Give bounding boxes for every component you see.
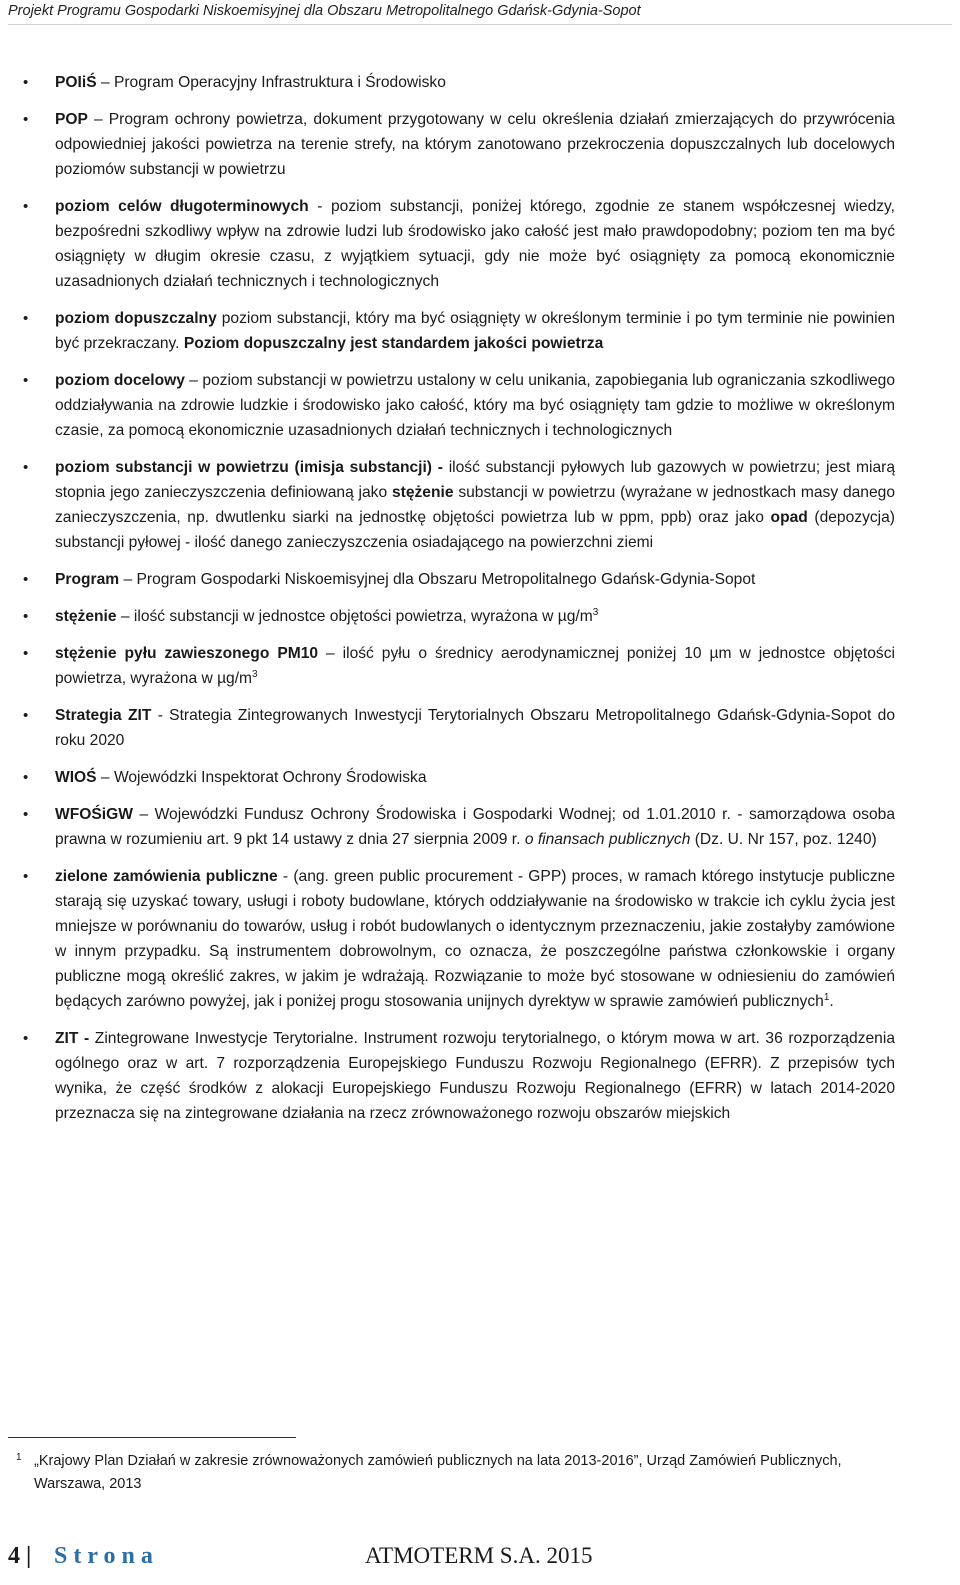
- definition-separator: –: [318, 645, 343, 662]
- definition-separator: –: [116, 608, 134, 625]
- bullet-icon: •: [23, 806, 29, 823]
- bullet-icon: •: [23, 198, 29, 215]
- definition-item-strategia-zit: [23, 703, 896, 753]
- definition-item-zit: [23, 1026, 895, 1126]
- bullet-icon: •: [23, 459, 29, 476]
- definition-text: poziom substancji, poniżej którego, zgodnie ze stanem współczesnej wiedzy, bezpośredni szkodliwy wpływ na zdrowie ludzi lub środowisko jako całość jest mało prawdopodobny; poziom ten ma być osiągnięty w długim okresie czasu, z wyjątkiem sytuacji, gdy nie może być osiągnięty za pomocą ekonomicznie uzasadnionych działań technicznych i technologicznych: [55, 198, 896, 290]
- definition-term: POP: [55, 111, 88, 128]
- definition-item-program: [23, 567, 895, 592]
- definition-bold-inline: stężenie: [391, 484, 454, 501]
- definition-term: zielone zamówienia publiczne: [55, 868, 278, 885]
- definition-term: WFOŚiGW: [55, 806, 133, 823]
- definition-separator: –: [96, 769, 114, 786]
- definition-separator: -: [308, 198, 331, 215]
- definition-text: Program ochrony powietrza, dokument przygotowany w celu określenia działań zmierzających do przywrócenia odpowiedniej jakości powietrza na terenie strefy, na którym zanotowano przekroczenia dopuszczalnych lub docelowych poziomów substancji w powietrzu: [55, 111, 895, 178]
- footnote-mark: 1: [16, 1452, 22, 1463]
- definition-text: substancji w powietrzu (wyrażane w jednostkach masy danego zanieczyszczenia, np. dwutlenku siarki na jednostkę objętości powietrza lub w ppm, ppb) oraz jako: [55, 484, 895, 526]
- definition-term: poziom substancji w powietrzu (imisja substancji) -: [55, 459, 443, 476]
- definition-separator: -: [277, 868, 294, 885]
- definition-tail: .: [829, 993, 834, 1010]
- definition-text: ilość substancji pyłowych lub gazowych w powietrzu; jest miarą stopnia jego zanieczyszczenia definiowaną jako: [55, 459, 896, 501]
- definition-item-poziom-substancji: [23, 455, 896, 555]
- page-footer: [8, 1540, 952, 1572]
- footnote-text: „Krajowy Plan Działań w zakresie zrównoważonych zamówień publicznych na lata 2013-2016”, Urząd Zamówień Publicznych, Warszawa, 2013: [34, 1453, 842, 1492]
- definition-separator: -: [151, 707, 170, 724]
- definition-term: poziom dopuszczalny: [55, 310, 217, 327]
- definition-term: ZIT -: [55, 1030, 90, 1047]
- definition-bold-tail: Poziom dopuszczalny jest standardem jakości powietrza: [183, 335, 604, 352]
- definition-separator: –: [132, 806, 155, 823]
- header-title: Projekt Programu Gospodarki Niskoemisyjnej dla Obszaru Metropolitalnego Gdańsk-Gdynia-Sopot: [8, 3, 641, 19]
- definition-text: Wojewódzki Inspektorat Ochrony Środowiska: [113, 769, 427, 786]
- page-header: [8, 0, 952, 25]
- definition-term: POIiŚ: [55, 74, 97, 91]
- bullet-icon: •: [23, 769, 29, 786]
- definition-term: Program: [55, 571, 120, 588]
- definition-text: Program Operacyjny Infrastruktura i Środowisko: [113, 74, 446, 91]
- definition-item-wfosigw: [23, 802, 895, 852]
- definition-superscript: 3: [592, 607, 599, 618]
- definition-separator: –: [96, 74, 114, 91]
- bullet-icon: •: [23, 608, 29, 625]
- definition-item-stezenie-pm10: [23, 641, 895, 691]
- company-name: ATMOTERM S.A. 2015: [365, 1543, 593, 1568]
- definition-item-stezenie: [23, 604, 895, 629]
- definition-text: poziom substancji w powietrzu ustalony w celu unikania, zapobiegania lub ograniczania szkodliwego oddziaływania na zdrowie ludzkie i środowisko jako całość, który ma być osiągnięty tam gdzie to możliwe w określonym czasie, za pomocą ekonomicznie uzasadnionych działań technicznych i technologicznych: [55, 372, 895, 439]
- definition-superscript: 3: [252, 669, 258, 680]
- definition-term: Strategia ZIT: [55, 707, 152, 724]
- definition-bold-inline: opad: [770, 509, 808, 526]
- definition-text: (ang. green public procurement - GPP) proces, w ramach którego instytucje publiczne starają się uzyskać towary, usługi i roboty budowlane, których oddziaływanie na środowisko w trakcie ich cyklu życia jest mniejsze w porównaniu do towarów, usług i robót budowlanych o identycznym przeznaczeniu, jakie zostałyby zamówione w innym przypadku. Są instrumentem dobrowolnym, co oznacza, że poszczególne państwa członkowskie i organy publiczne mogą określić zakres, w jakim je wdrażają. Rozwiązanie to może być stosowane w odniesieniu do zamówień będących zarówno powyżej, jak i poniżej progu stosowania unijnych dyrektyw w sprawie zamówień publicznych: [55, 868, 895, 1010]
- definition-text: Zintegrowane Inwestycje Terytorialne. Instrument rozwoju terytorialnego, o którym mowa w art. 36 rozporządzenia ogólnego oraz w art. 7 rozporządzenia Europejskiego Funduszu Rozwoju Regionalnego (EFRR). Z przepisów tych wynika, że część środków z alokacji Europejskiego Funduszu Rozwoju Regionalnego (EFRR) w latach 2014-2020 przeznacza się na zintegrowane działania na rzecz zrównoważonego rozwoju obszarów miejskich: [55, 1030, 895, 1122]
- definition-separator: –: [119, 571, 137, 588]
- definition-item-zielone-zamowienia: [23, 864, 895, 1014]
- definition-text: Program Gospodarki Niskoemisyjnej dla Obszaru Metropolitalnego Gdańsk-Gdynia-Sopot: [136, 571, 756, 588]
- definition-text: ilość substancji w jednostce objętości powietrza, wyrażona w µg/m: [133, 608, 593, 625]
- definition-item-pop: [23, 107, 895, 182]
- bullet-icon: •: [23, 571, 29, 588]
- definition-item-poziom-celow: [23, 194, 896, 294]
- page-number: 4: [8, 1543, 20, 1569]
- definition-item-wios: [23, 765, 895, 790]
- definition-term: stężenie pyłu zawieszonego PM10: [55, 645, 319, 662]
- definition-text: (depozycja) substancji pyłowej - ilość danego zanieczyszczenia osiadającego na powierzchni ziemi: [55, 509, 895, 551]
- definition-italic-tail: o finansach publicznych: [524, 831, 691, 848]
- footnote: [8, 1450, 878, 1496]
- definition-term: stężenie: [55, 608, 117, 625]
- definition-term: poziom docelowy: [55, 372, 185, 389]
- definition-term: WIOŚ: [55, 769, 97, 786]
- definition-text: ilość pyłu o średnicy aerodynamicznej poniżej 10 µm w jednostce objętości powietrza, wyrażona w µg/m: [55, 645, 895, 687]
- definition-item-poiis: [23, 70, 895, 95]
- definition-separator: –: [87, 111, 109, 128]
- definition-text: Strategia Zintegrowanych Inwestycji Terytorialnych Obszaru Metropolitalnego Gdańsk-Gdynia-Sopot do roku 2020: [55, 707, 896, 749]
- definition-text: poziom substancji, który ma być osiągnięty w określonym terminie i po tym terminie nie powinien być przekraczany.: [55, 310, 895, 352]
- bullet-icon: •: [23, 868, 29, 885]
- definition-text: Wojewódzki Fundusz Ochrony Środowiska i Gospodarki Wodnej; od 1.01.2010 r. - samorządowa osoba prawna w rozumieniu art. 9 pkt 14 ustawy z dnia 27 sierpnia 2009 r.: [55, 806, 895, 848]
- bullet-icon: •: [23, 707, 29, 724]
- definitions-section: [0, 70, 960, 1138]
- footnote-reference[interactable]: 1: [823, 992, 830, 1003]
- definition-tail: (Dz. U. Nr 157, poz. 1240): [690, 831, 877, 848]
- definition-separator: –: [184, 372, 203, 389]
- footer-separator: |: [26, 1543, 32, 1569]
- definition-item-poziom-dopuszczalny: [23, 306, 895, 356]
- bullet-icon: •: [23, 111, 29, 128]
- definitions-list: [0, 70, 960, 1126]
- bullet-icon: •: [23, 372, 29, 389]
- bullet-icon: •: [23, 1030, 29, 1047]
- bullet-icon: •: [23, 310, 29, 327]
- bullet-icon: •: [23, 74, 29, 91]
- definition-item-poziom-docelowy: [23, 368, 895, 443]
- page-label: Strona: [54, 1543, 159, 1569]
- footnote-divider: [8, 1437, 296, 1438]
- bullet-icon: •: [23, 645, 29, 662]
- definition-term: poziom celów długoterminowych: [55, 198, 309, 215]
